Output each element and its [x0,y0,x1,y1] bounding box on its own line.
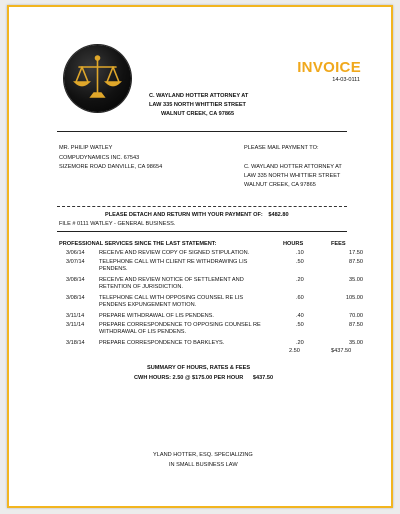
remit-line-1: C. WAYLAND HOTTER ATTORNEY AT [244,164,342,170]
client-company: COMPUDYNAMICS INC. 67543 [59,155,140,161]
invoice-page [7,5,393,508]
summary-line: CWH HOURS: 2.50 @ $175.00 PER HOUR $437.50 [134,375,274,381]
fees-header: FEES [331,241,346,247]
client-name: MR. PHILIP WATLEY [59,145,113,151]
header-divider [57,131,347,132]
remit-line-2: LAW 335 NORTH WHITTIER STREET [244,173,341,179]
remit-label: PLEASE MAIL PAYMENT TO: [244,145,319,151]
summary-amount: $437.50 [252,375,274,381]
footer-line-2: IN SMALL BUSINESS LAW [169,462,238,468]
detach-amount: $482.80 [268,212,289,218]
table-row: 3/11/14 PREPARE WITHDRAWAL OF LIS PENDENS. .40 70.00 [66,313,363,319]
total-fees: $437.50 [331,348,352,354]
file-divider [57,231,347,232]
table-row: 3/08/14 TELEPHONE CALL WITH OPPOSING COUNSEL RE LIS PENDENS EXPUNGEMENT MOTION. .60 105.00 [66,295,363,308]
table-row: 3/07/14 TELEPHONE CALL WITH CLIENT RE WITHDRAWING LIS PENDENS. .50 87.50 [66,259,363,272]
client-address: SIZEMORE ROAD DANVILLE, CA 98654 [59,164,163,170]
table-row: 3/11/14 PREPARE CORRESPONDENCE TO OPPOSING COUNSEL RE WITHDRAWAL OF LIS PENDENS. .50 87.50 [66,322,363,335]
detach-line [57,206,347,207]
table-row: 3/06/14 RECEIVE AND REVIEW COPY OF SIGNED STIPULATION. .10 17.50 [66,250,363,256]
footer-line-1: YLAND HOTTER, ESQ. SPECIALIZING [153,452,253,458]
table-row: 3/08/14 RECEIVE AND REVIEW NOTICE OF SETTLEMENT AND RETENTION OF JURISDICTION. .20 35.00 [66,277,363,290]
firm-city: WALNUT CREEK, CA 97865 [161,111,235,117]
services-heading: PROFESSIONAL SERVICES SINCE THE LAST STATEMENT: [59,241,217,247]
detach-text: PLEASE DETACH AND RETURN WITH YOUR PAYMENT OF: $482.80 [105,212,289,218]
invoice-number: 14-03-0111 [332,77,360,83]
total-hours: 2.50 [289,348,300,354]
firm-street: LAW 335 NORTH WHITTIER STREET [149,102,246,108]
hours-header: HOURS [283,241,304,247]
firm-name: C. WAYLAND HOTTER ATTORNEY AT [149,93,249,99]
summary-heading: SUMMARY OF HOURS, RATES & FEES [147,365,251,371]
invoice-title: INVOICE [297,59,361,76]
remit-line-3: WALNUT CREEK, CA 97865 [244,182,316,188]
file-label: FILE # 0111 WATLEY - GENERAL BUSINESS. [59,221,176,227]
scales-of-justice-icon [64,45,131,112]
table-row: 3/18/14 PREPARE CORRESPONDENCE TO BARKLEYS. .20 35.00 [66,340,363,346]
